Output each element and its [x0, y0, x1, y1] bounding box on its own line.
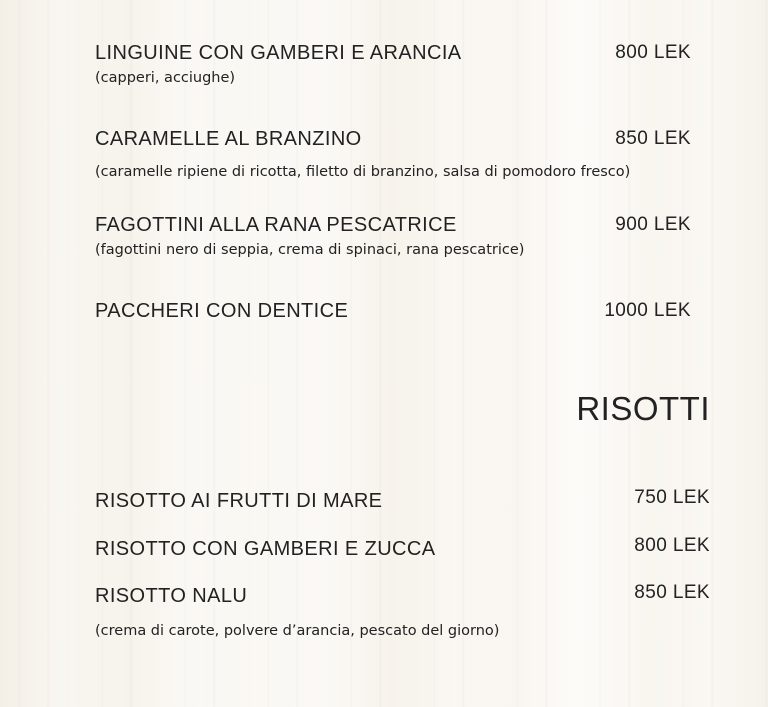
dish-desc-risotto-nalu: (crema di carote, polvere d’arancia, pescato del giorno)	[95, 623, 500, 639]
dish-price-risotto-nalu: 850 LEK	[634, 582, 710, 603]
dish-name-risotto-frutti-di-mare: RISOTTO AI FRUTTI DI MARE	[95, 490, 383, 512]
dish-name-linguine: LINGUINE CON GAMBERI E ARANCIA	[95, 42, 462, 64]
dish-price-linguine: 800 LEK	[615, 42, 691, 63]
dish-desc-caramelle: (caramelle ripiene di ricotta, filetto di branzino, salsa di pomodoro fresco)	[95, 164, 631, 180]
dish-price-fagottini: 900 LEK	[615, 214, 691, 235]
dish-name-risotto-nalu: RISOTTO NALU	[95, 585, 248, 607]
dish-name-caramelle: CARAMELLE AL BRANZINO	[95, 128, 362, 150]
dish-name-risotto-gamberi-zucca: RISOTTO CON GAMBERI E ZUCCA	[95, 538, 436, 560]
section-title-risotti: RISOTTI	[576, 390, 710, 427]
dish-price-risotto-gamberi-zucca: 800 LEK	[634, 535, 710, 556]
dish-price-caramelle: 850 LEK	[615, 128, 691, 149]
dish-desc-linguine: (capperi, acciughe)	[95, 70, 236, 86]
dish-name-fagottini: FAGOTTINI ALLA RANA PESCATRICE	[95, 214, 457, 236]
dish-price-risotto-frutti-di-mare: 750 LEK	[634, 487, 710, 508]
dish-name-paccheri: PACCHERI CON DENTICE	[95, 300, 349, 322]
dish-desc-fagottini: (fagottini nero di seppia, crema di spinaci, rana pescatrice)	[95, 242, 525, 258]
dish-price-paccheri: 1000 LEK	[604, 300, 691, 321]
